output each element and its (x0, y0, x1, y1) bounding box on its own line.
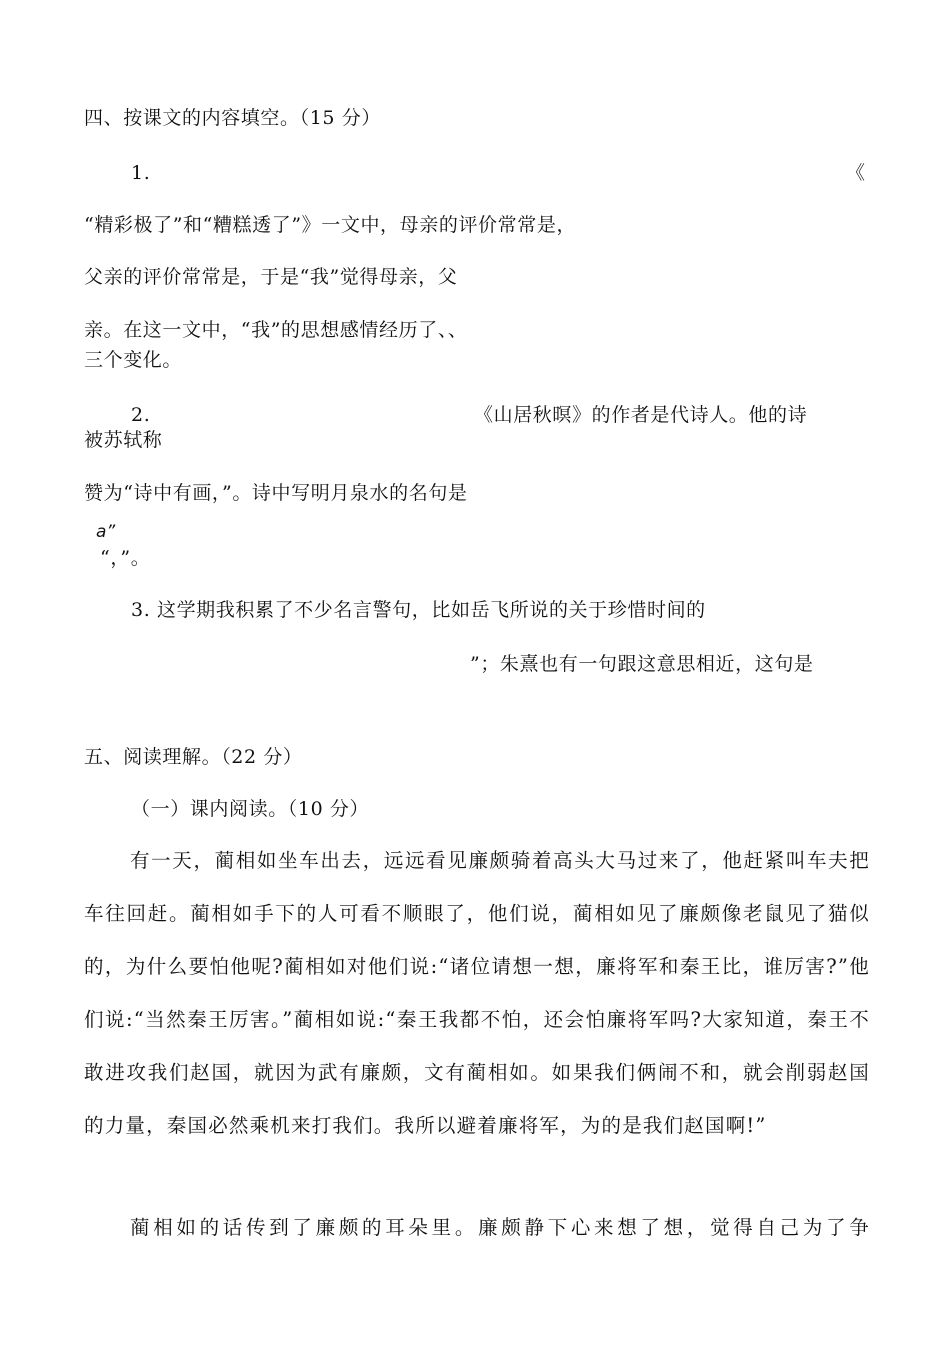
question-3-line-2: ”；朱熹也有一句跟这意思相近，这句是 (470, 653, 814, 675)
reading-paragraph-1: 有一天，蔺相如坐车出去，远远看见廉颇骑着高头大马过来了，他赶紧叫车夫把车往回赶。蔺相如手下的人可看不顺眼了，他们说，蔺相如见了廉颇像老鼠见了猫似的，为什么要怕他呢?蔺相如对他们说:“诸位请想一想，廉将军和秦王比，谁厉害?”他们说:“当然秦王厉害。”蔺相如说:“秦王我都不怕，还会怕廉将军吗?大家知道，秦王不敢进攻我们赵国，就因为武有廉颇，文有蔺相如。如果我们俩闹不和，就会削弱赵国的力量，秦国必然乘机来打我们。我所以避着廉将军，为的是我们赵国啊!” (84, 849, 870, 1137)
question-2-line-1: 《山居秋暝》的作者是代诗人。他的诗 (474, 404, 808, 426)
question-2-number: 2. (131, 404, 151, 426)
question-2-line-4: “，”。 (100, 547, 151, 569)
section-4-heading: 四、按课文的内容填空。（15 分） (84, 107, 381, 129)
question-1-line-2: 父亲的评价常常是，于是“我”觉得母亲，父 (84, 266, 458, 288)
question-1-title-bracket: 《 (846, 162, 866, 184)
reading-paragraph-2: 蔺相如的话传到了廉颇的耳朵里。廉颇静下心来想了想，觉得自己为了争 (130, 1216, 870, 1239)
reading-subheading: （一）课内阅读。（10 分） (131, 798, 370, 820)
question-1-line-4: 三个变化。 (84, 349, 183, 371)
question-2-line-2: 被苏轼称 (84, 429, 163, 451)
stray-handwritten-mark: a” (96, 522, 116, 542)
section-5-heading: 五、阅读理解。（22 分） (84, 746, 303, 768)
question-3-line-1: 3. 这学期我积累了不少名言警句，比如岳飞所说的关于珍惜时间的 (131, 599, 706, 621)
question-1-line-1: “精彩极了”和“糟糕透了”》一文中，母亲的评价常常是， (84, 214, 577, 236)
question-2-line-3: 赞为“诗中有画，”。诗中写明月泉水的名句是 (84, 482, 468, 504)
question-1-line-3: 亲。在这一文中，“我”的思想感情经历了、、 (84, 319, 468, 341)
question-1-number: 1. (131, 162, 151, 184)
